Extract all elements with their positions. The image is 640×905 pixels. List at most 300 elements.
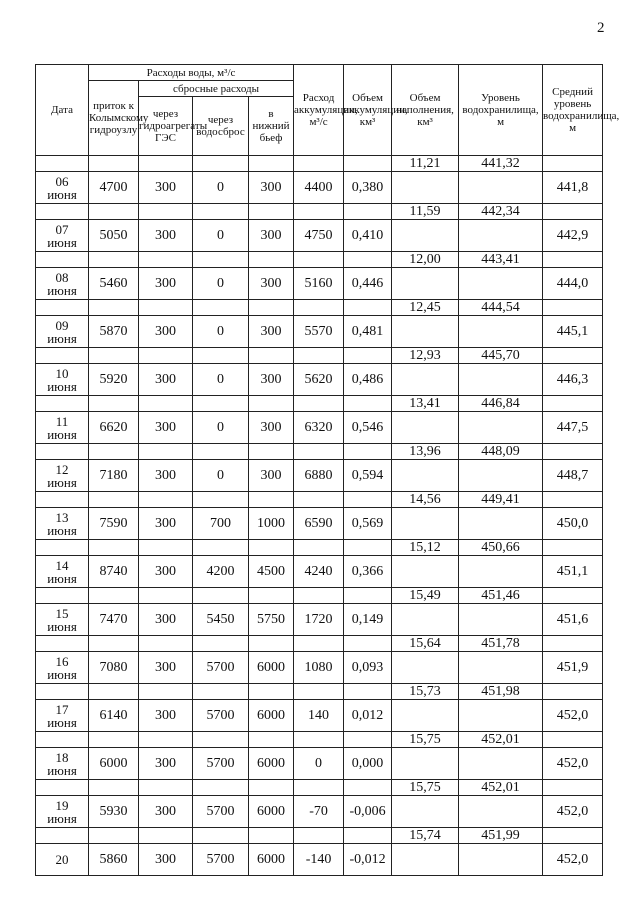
empty-cell (36, 588, 89, 604)
empty-cell (89, 252, 139, 268)
empty-cell (543, 204, 603, 220)
spillway-cell: 0 (193, 412, 249, 444)
empty-cell (249, 204, 294, 220)
date-cell (36, 652, 89, 684)
date-cell (36, 316, 89, 348)
accum-flow-cell: 140 (294, 700, 344, 732)
empty-cell (392, 268, 459, 300)
date-cell (36, 844, 89, 876)
avg-level-cell: 451,6 (543, 604, 603, 636)
inflow-cell: 6620 (89, 412, 139, 444)
date-month: июня (47, 186, 77, 202)
date-day: 17 (55, 701, 69, 717)
accum-flow-cell: 4750 (294, 220, 344, 252)
header-reservoir-level: Уровень водохранилища, м (459, 65, 543, 156)
accum-flow-cell: 5620 (294, 364, 344, 396)
turbines-cell: 300 (139, 556, 193, 588)
avg-level-cell: 451,9 (543, 652, 603, 684)
empty-cell (193, 828, 249, 844)
spillway-cell: 5450 (193, 604, 249, 636)
empty-cell (89, 204, 139, 220)
empty-cell (543, 396, 603, 412)
date-cell (36, 268, 89, 300)
accum-volume-cell: 0,012 (344, 700, 392, 732)
avg-level-cell: 452,0 (543, 748, 603, 780)
empty-cell (344, 780, 392, 796)
day-row (36, 268, 603, 300)
avg-level-cell: 441,8 (543, 172, 603, 204)
level-row (36, 252, 603, 268)
empty-cell (344, 684, 392, 700)
date-cell (36, 364, 89, 396)
fill-volume-cell: 13,41 (392, 396, 459, 412)
inflow-cell: 5930 (89, 796, 139, 828)
empty-cell (344, 204, 392, 220)
turbines-cell: 300 (139, 604, 193, 636)
fill-volume-cell: 15,12 (392, 540, 459, 556)
empty-cell (139, 300, 193, 316)
reservoir-level-cell: 443,41 (459, 252, 543, 268)
downstream-cell: 300 (249, 172, 294, 204)
level-row (36, 204, 603, 220)
header-accum-flow: Расход аккумуляции, м³/с (294, 65, 344, 156)
empty-cell (344, 732, 392, 748)
empty-cell (459, 796, 543, 828)
spillway-cell: 5700 (193, 796, 249, 828)
date-month: июня (47, 330, 77, 346)
spillway-cell: 700 (193, 508, 249, 540)
inflow-cell: 7080 (89, 652, 139, 684)
date-month: июня (47, 570, 77, 586)
date-day: 12 (55, 461, 69, 477)
empty-cell (392, 796, 459, 828)
fill-volume-cell: 13,96 (392, 444, 459, 460)
accum-flow-cell: 5160 (294, 268, 344, 300)
turbines-cell: 300 (139, 316, 193, 348)
empty-cell (459, 364, 543, 396)
empty-cell (139, 732, 193, 748)
turbines-cell: 300 (139, 796, 193, 828)
empty-cell (543, 252, 603, 268)
empty-cell (543, 780, 603, 796)
empty-cell (459, 652, 543, 684)
empty-cell (294, 780, 344, 796)
spillway-cell: 0 (193, 460, 249, 492)
empty-cell (249, 684, 294, 700)
accum-volume-cell: 0,446 (344, 268, 392, 300)
reservoir-level-cell: 446,84 (459, 396, 543, 412)
avg-level-cell: 446,3 (543, 364, 603, 396)
empty-cell (193, 684, 249, 700)
empty-cell (139, 492, 193, 508)
level-row (36, 684, 603, 700)
turbines-cell: 300 (139, 748, 193, 780)
empty-cell (249, 636, 294, 652)
empty-cell (249, 540, 294, 556)
header-downstream: в нижний бьеф (249, 97, 294, 156)
turbines-cell: 300 (139, 652, 193, 684)
empty-cell (89, 588, 139, 604)
date-month: июня (47, 426, 77, 442)
avg-level-cell: 448,7 (543, 460, 603, 492)
downstream-cell: 6000 (249, 796, 294, 828)
accum-volume-cell: 0,366 (344, 556, 392, 588)
empty-cell (392, 508, 459, 540)
date-day: 06 (55, 173, 69, 189)
avg-level-cell: 452,0 (543, 796, 603, 828)
empty-cell (193, 732, 249, 748)
downstream-cell: 300 (249, 364, 294, 396)
downstream-cell: 4500 (249, 556, 294, 588)
empty-cell (249, 348, 294, 364)
empty-cell (193, 300, 249, 316)
reservoir-level-cell: 445,70 (459, 348, 543, 364)
reservoir-level-cell: 452,01 (459, 732, 543, 748)
fill-volume-cell: 11,21 (392, 156, 459, 172)
accum-volume-cell: 0,546 (344, 412, 392, 444)
empty-cell (392, 652, 459, 684)
empty-cell (36, 540, 89, 556)
empty-cell (36, 636, 89, 652)
empty-cell (543, 636, 603, 652)
empty-cell (36, 828, 89, 844)
empty-cell (249, 252, 294, 268)
level-row (36, 156, 603, 172)
downstream-cell: 300 (249, 316, 294, 348)
inflow-cell: 8740 (89, 556, 139, 588)
empty-cell (344, 636, 392, 652)
turbines-cell: 300 (139, 844, 193, 876)
empty-cell (89, 684, 139, 700)
accum-flow-cell: 5570 (294, 316, 344, 348)
empty-cell (294, 252, 344, 268)
empty-cell (36, 252, 89, 268)
accum-flow-cell: 6880 (294, 460, 344, 492)
empty-cell (89, 828, 139, 844)
accum-volume-cell: 0,380 (344, 172, 392, 204)
turbines-cell: 300 (139, 700, 193, 732)
empty-cell (193, 396, 249, 412)
turbines-cell: 300 (139, 172, 193, 204)
empty-cell (459, 748, 543, 780)
date-month: июня (47, 666, 77, 682)
date-cell (36, 604, 89, 636)
date-cell (36, 172, 89, 204)
fill-volume-cell: 12,00 (392, 252, 459, 268)
fill-volume-cell: 15,75 (392, 780, 459, 796)
empty-cell (459, 460, 543, 492)
date-day: 10 (55, 365, 69, 381)
accum-flow-cell: 0 (294, 748, 344, 780)
empty-cell (36, 444, 89, 460)
empty-cell (139, 444, 193, 460)
date-month: июня (47, 282, 77, 298)
reservoir-level-cell: 441,32 (459, 156, 543, 172)
empty-cell (543, 588, 603, 604)
date-day: 13 (55, 509, 69, 525)
spillway-cell: 0 (193, 268, 249, 300)
accum-flow-cell: -70 (294, 796, 344, 828)
empty-cell (249, 588, 294, 604)
empty-cell (344, 348, 392, 364)
reservoir-table (35, 64, 620, 876)
reservoir-level-cell: 451,99 (459, 828, 543, 844)
accum-volume-cell: 0,410 (344, 220, 392, 252)
downstream-cell: 300 (249, 220, 294, 252)
header-discharge: сбросные расходы (139, 81, 294, 97)
accum-flow-cell: 4400 (294, 172, 344, 204)
date-day: 08 (55, 269, 69, 285)
accum-volume-cell: -0,006 (344, 796, 392, 828)
fill-volume-cell: 15,74 (392, 828, 459, 844)
turbines-cell: 300 (139, 508, 193, 540)
day-row (36, 844, 603, 876)
empty-cell (193, 444, 249, 460)
date-cell (36, 748, 89, 780)
empty-cell (139, 156, 193, 172)
empty-cell (139, 540, 193, 556)
empty-cell (139, 204, 193, 220)
empty-cell (459, 700, 543, 732)
empty-cell (139, 780, 193, 796)
empty-cell (459, 220, 543, 252)
date-day: 11 (55, 413, 69, 429)
empty-cell (193, 156, 249, 172)
date-day: 15 (55, 605, 69, 621)
avg-level-cell: 450,0 (543, 508, 603, 540)
empty-cell (344, 156, 392, 172)
day-row (36, 748, 603, 780)
empty-cell (36, 204, 89, 220)
empty-cell (294, 588, 344, 604)
empty-cell (36, 300, 89, 316)
spillway-cell: 0 (193, 220, 249, 252)
empty-cell (36, 492, 89, 508)
empty-cell (344, 492, 392, 508)
fill-volume-cell: 15,75 (392, 732, 459, 748)
accum-flow-cell: -140 (294, 844, 344, 876)
date-month: июня (47, 234, 77, 250)
empty-cell (249, 492, 294, 508)
date-cell (36, 460, 89, 492)
level-row (36, 492, 603, 508)
empty-cell (392, 364, 459, 396)
downstream-cell: 300 (249, 412, 294, 444)
empty-cell (139, 396, 193, 412)
empty-cell (139, 636, 193, 652)
day-row (36, 364, 603, 396)
empty-cell (36, 396, 89, 412)
accum-volume-cell: 0,569 (344, 508, 392, 540)
empty-cell (294, 636, 344, 652)
inflow-cell: 5920 (89, 364, 139, 396)
header-date: Дата (36, 65, 89, 156)
turbines-cell: 300 (139, 220, 193, 252)
fill-volume-cell: 12,93 (392, 348, 459, 364)
header-via-turbines: через гидроагрегаты ГЭС (139, 97, 193, 156)
avg-level-cell: 452,0 (543, 844, 603, 876)
empty-cell (543, 684, 603, 700)
level-row (36, 444, 603, 460)
inflow-cell: 7590 (89, 508, 139, 540)
date-month: июня (47, 762, 77, 778)
day-row (36, 700, 603, 732)
reservoir-level-cell: 451,98 (459, 684, 543, 700)
empty-cell (543, 300, 603, 316)
empty-cell (392, 556, 459, 588)
empty-cell (294, 828, 344, 844)
accum-volume-cell: 0,486 (344, 364, 392, 396)
empty-cell (543, 492, 603, 508)
spillway-cell: 5700 (193, 844, 249, 876)
page-number: 2 (597, 20, 605, 36)
avg-level-cell: 447,5 (543, 412, 603, 444)
turbines-cell: 300 (139, 412, 193, 444)
accum-flow-cell: 1080 (294, 652, 344, 684)
reservoir-level-cell: 451,46 (459, 588, 543, 604)
date-month: июня (47, 618, 77, 634)
empty-cell (249, 300, 294, 316)
inflow-cell: 7470 (89, 604, 139, 636)
spillway-cell: 0 (193, 364, 249, 396)
accum-flow-cell: 1720 (294, 604, 344, 636)
avg-level-cell: 451,1 (543, 556, 603, 588)
empty-cell (89, 156, 139, 172)
date-cell (36, 796, 89, 828)
empty-cell (392, 700, 459, 732)
fill-volume-cell: 12,45 (392, 300, 459, 316)
date-cell (36, 412, 89, 444)
empty-cell (249, 444, 294, 460)
day-row (36, 220, 603, 252)
empty-cell (344, 252, 392, 268)
empty-cell (459, 316, 543, 348)
empty-cell (139, 684, 193, 700)
empty-cell (193, 780, 249, 796)
header-accum-volume: Объем аккумуляции, км³ (344, 65, 392, 156)
empty-cell (89, 300, 139, 316)
empty-cell (139, 348, 193, 364)
turbines-cell: 300 (139, 460, 193, 492)
empty-cell (459, 412, 543, 444)
reservoir-level-cell: 451,78 (459, 636, 543, 652)
fill-volume-cell: 15,64 (392, 636, 459, 652)
empty-cell (89, 540, 139, 556)
empty-cell (294, 732, 344, 748)
empty-cell (139, 252, 193, 268)
empty-cell (294, 492, 344, 508)
empty-cell (193, 540, 249, 556)
empty-cell (459, 268, 543, 300)
avg-level-cell: 442,9 (543, 220, 603, 252)
empty-cell (392, 604, 459, 636)
downstream-cell: 6000 (249, 700, 294, 732)
inflow-cell: 5460 (89, 268, 139, 300)
header-inflow: приток к Колымскому гидроузлу (89, 81, 139, 156)
empty-cell (392, 316, 459, 348)
empty-cell (344, 828, 392, 844)
empty-cell (392, 172, 459, 204)
inflow-cell: 5860 (89, 844, 139, 876)
empty-cell (294, 300, 344, 316)
avg-level-cell: 452,0 (543, 700, 603, 732)
empty-cell (193, 252, 249, 268)
accum-volume-cell: 0,594 (344, 460, 392, 492)
spillway-cell: 5700 (193, 748, 249, 780)
downstream-cell: 300 (249, 460, 294, 492)
empty-cell (344, 444, 392, 460)
empty-cell (89, 396, 139, 412)
empty-cell (344, 588, 392, 604)
empty-cell (294, 444, 344, 460)
date-cell (36, 508, 89, 540)
empty-cell (344, 396, 392, 412)
empty-cell (543, 540, 603, 556)
empty-cell (392, 844, 459, 876)
accum-volume-cell: 0,481 (344, 316, 392, 348)
empty-cell (139, 588, 193, 604)
empty-cell (36, 348, 89, 364)
spillway-cell: 4200 (193, 556, 249, 588)
empty-cell (294, 156, 344, 172)
empty-cell (543, 156, 603, 172)
downstream-cell: 300 (249, 268, 294, 300)
inflow-cell: 5050 (89, 220, 139, 252)
date-day: 20 (55, 852, 69, 867)
empty-cell (344, 300, 392, 316)
empty-cell (89, 732, 139, 748)
empty-cell (249, 828, 294, 844)
empty-cell (36, 684, 89, 700)
empty-cell (344, 540, 392, 556)
empty-cell (139, 828, 193, 844)
empty-cell (193, 204, 249, 220)
day-row (36, 508, 603, 540)
level-row (36, 636, 603, 652)
date-day: 14 (55, 557, 69, 573)
empty-cell (294, 396, 344, 412)
date-day: 19 (55, 797, 69, 813)
empty-cell (543, 732, 603, 748)
avg-level-cell: 444,0 (543, 268, 603, 300)
date-month: июня (47, 810, 77, 826)
reservoir-level-cell: 452,01 (459, 780, 543, 796)
date-day: 07 (55, 221, 69, 237)
empty-cell (294, 540, 344, 556)
empty-cell (36, 780, 89, 796)
date-day: 16 (55, 653, 69, 669)
fill-volume-cell: 14,56 (392, 492, 459, 508)
empty-cell (249, 780, 294, 796)
fill-volume-cell: 11,59 (392, 204, 459, 220)
accum-volume-cell: 0,000 (344, 748, 392, 780)
fill-volume-cell: 15,73 (392, 684, 459, 700)
day-row (36, 556, 603, 588)
empty-cell (249, 396, 294, 412)
day-row (36, 796, 603, 828)
day-row (36, 652, 603, 684)
level-row (36, 348, 603, 364)
empty-cell (543, 444, 603, 460)
downstream-cell: 1000 (249, 508, 294, 540)
empty-cell (459, 844, 543, 876)
day-row (36, 604, 603, 636)
accum-volume-cell: 0,149 (344, 604, 392, 636)
accum-flow-cell: 6590 (294, 508, 344, 540)
empty-cell (193, 636, 249, 652)
day-row (36, 412, 603, 444)
empty-cell (89, 780, 139, 796)
